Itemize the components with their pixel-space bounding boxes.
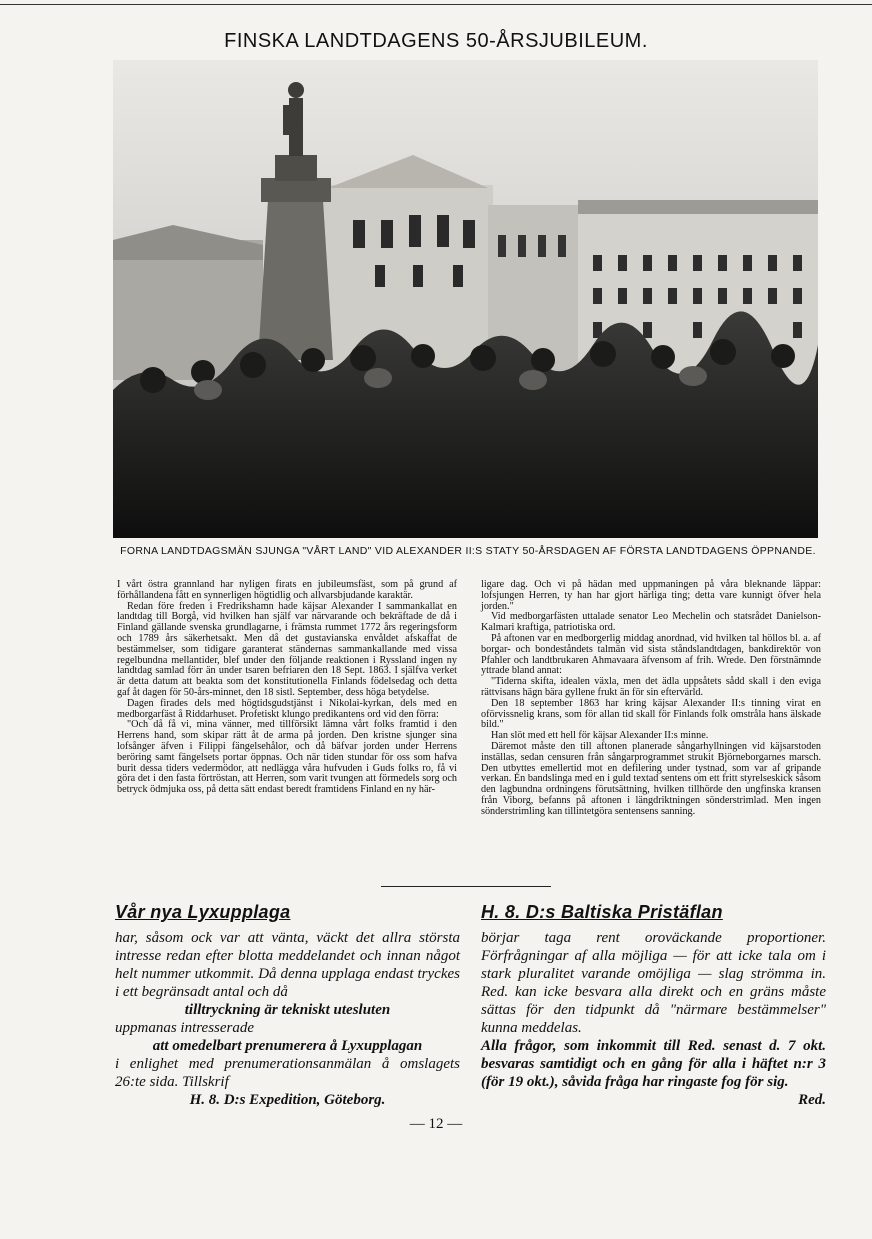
notice-signature: H. 8. D:s Expedition, Göteborg. — [189, 1092, 386, 1108]
statue-crowd-photo — [113, 60, 818, 538]
article-column-right — [481, 580, 821, 818]
notice-text: börjar taga rent oroväckande proportioner. Förfrågningar af alla möjliga — för att icke tala om i stark pluralitet varande omöjliga — slag strömma in. Red. kan icke besvara alla direkt och en gräns måste sättas för den tidpunkt då "närmare bestämmelser" kunna meddelas. — [481, 930, 826, 1036]
article-paragraph: I vårt östra grannland har nyligen firats en jubileumsfäst, som på grund af förhållandena fått en synnerligen högtidlig och allvarsbjudande karaktär. — [117, 579, 457, 601]
article-paragraph: Däremot måste den till aftonen planerade sångarhyllningen vid käjsarstoden inställas, sedan censuren från sångarprogrammet strukit Björneborgarnes marsch. Den utbyttes emellertid mot en defilering under tystnad, som var af gripande verkan. En bandslinga med en i guld textad sentens om ett fritt styrelseskick såsom den lagbundna ordningens förutsättning, hvilken tillhörde den ungfinska kransen från Viborg, befanns på aftonen i längdriktningen sönderstrimlad. Men ingen sönderstrimling kan tillintetgöra sentensens sanning. — [481, 740, 821, 817]
baltic-contest-notice — [481, 903, 826, 1109]
article-paragraph: Den 18 september 1863 har kring käjsar Alexander II:s tinning virat en oförvissnelig krans, som för allan tid skall för Finlands folk omstråla hans älskade bild." — [481, 697, 821, 731]
article-paragraph: Dagen firades dels med högtidsgudstjänst i Nikolai-kyrkan, dels med en medborgarfäst å Riddarhuset. Profetiskt klungo predikantens ord vid den förra: — [117, 697, 457, 720]
article-paragraph: Han slöt med ett hell för käjsar Alexander II:s minne. — [491, 730, 709, 742]
article-paragraph: "Tiderna skifta, idealen växla, men det ädla uppsåtets sådd skall i den eviga rättvisans hägn bära gyllene frukt än för sin eftervärld. — [481, 676, 821, 698]
notice-signature: Red. — [798, 1092, 826, 1108]
notice-emphasis: att omedelbart prenumerera å Lyxupplagan — [152, 1038, 423, 1054]
notice-text: i enlighet med prenumerationsanmälan å omslagets 26:te sida. Tillskrif — [115, 1056, 460, 1090]
section-divider — [381, 886, 551, 887]
page-title: FINSKA LANDTDAGENS 50-ÅRSJUBILEUM. — [224, 30, 648, 52]
luxury-edition-notice — [115, 903, 460, 1109]
article-column-left — [117, 580, 457, 796]
article-paragraph: Vid medborgarfästen uttalade senator Leo Mechelin och statsrådet Danielson-Kalmari kraftiga, patriotiska ord. — [481, 611, 821, 634]
photo-caption: FORNA LANDTDAGSMÄN SJUNGA "VÅRT LAND" VID ALEXANDER II:S STATY 50-ÅRSDAGEN AF FÖRSTA LANDTDAGENS ÖPPNANDE. — [120, 545, 816, 557]
article-paragraph: Redan före freden i Fredrikshamn hade käjsar Alexander I sammankallat en landtdag till Borgå, vid hvilken han själf var närvarande och bekräftade de då i Finland gällande svenska grundlagarne, i främsta rummet 1772 års regeringsform och 1789 års säkerhetsakt. Men då det gustavianska envåldet afskaffat de bestämmelser, som tidigare garanterat ständernas sammankallande med vissa regelbundna mellantider, blef under den följande reaktionen i Ryssland ingen ny landtdag samlad förr än under tsaren befriaren den 18 Sept. 1863. I själfva verket är detta datum att beakta som det konstitutionella Finlands födelsedag och detta gaf åt dagen för 50-års-minnet, den 18 sistl. September, dess höga betydelse. — [117, 600, 457, 698]
notice-text: har, såsom ock var att vänta, väckt det allra största intresse redan efter blotta meddelandet och innan något helt nummer utkommit. Då denna upplaga endast tryckes i ett begränsadt antal och då — [115, 930, 460, 1000]
article-paragraph: "Och då få vi, mina vänner, med tillförsikt lämna vårt folks framtid i den Herrens hand, som skipar rätt åt de arma på jorden. Den kristne sjunger sina lofsånger äfven i Filippi fängelsehålor, och då bäfvar jorden under Herrens beröring samt fängelsets portar öppnas. Och när tiden stundar för oss som hafva burit dessa tiders vedermödor, att nedlägga våra hufvuden i Guds folks ro, få vi göra det i den fasta förtröstan, att Herren, som varit tvungen att förmedels sorg och betryck ödmjuka oss, på detta sätt endast beredt framtidens Finland en ny här- — [117, 719, 457, 796]
notice-emphasis: Alla frågor, som inkommit till Red. senast d. 7 okt. besvaras samtidigt och en gång för alla i häftet n:r 3 (för 19 okt.), såvida fråga har ringaste fog för sig. — [481, 1038, 826, 1090]
article-paragraph: På aftonen var en medborgerlig middag anordnad, vid hvilken tal höllos bl. a. af borgar- och bondeståndets talmän vid sista ståndslandtdagen, bankdirektör von Pfahler och landtbrukaren Ahmavaara äfvensom af frih. Wrede. Den förstnämnde yttrade bland annat: — [481, 632, 821, 677]
top-rule — [0, 4, 872, 5]
baltic-contest-heading: H. 8. D:s Baltiska Pristäflan — [481, 902, 723, 922]
page-number: — 12 — — [409, 1116, 463, 1132]
notice-emphasis: tilltryckning är tekniskt utesluten — [184, 1002, 391, 1018]
article-paragraph: ligare dag. Och vi på hädan med uppmaningen på våra bleknande läppar: lofsjungen Herren, ty han har gjort härliga ting; detta vare kunnigt öfver hela jorden." — [481, 579, 821, 612]
luxury-edition-heading: Vår nya Lyxupplaga — [115, 902, 291, 922]
notice-text: uppmanas intresserade — [115, 1020, 255, 1036]
